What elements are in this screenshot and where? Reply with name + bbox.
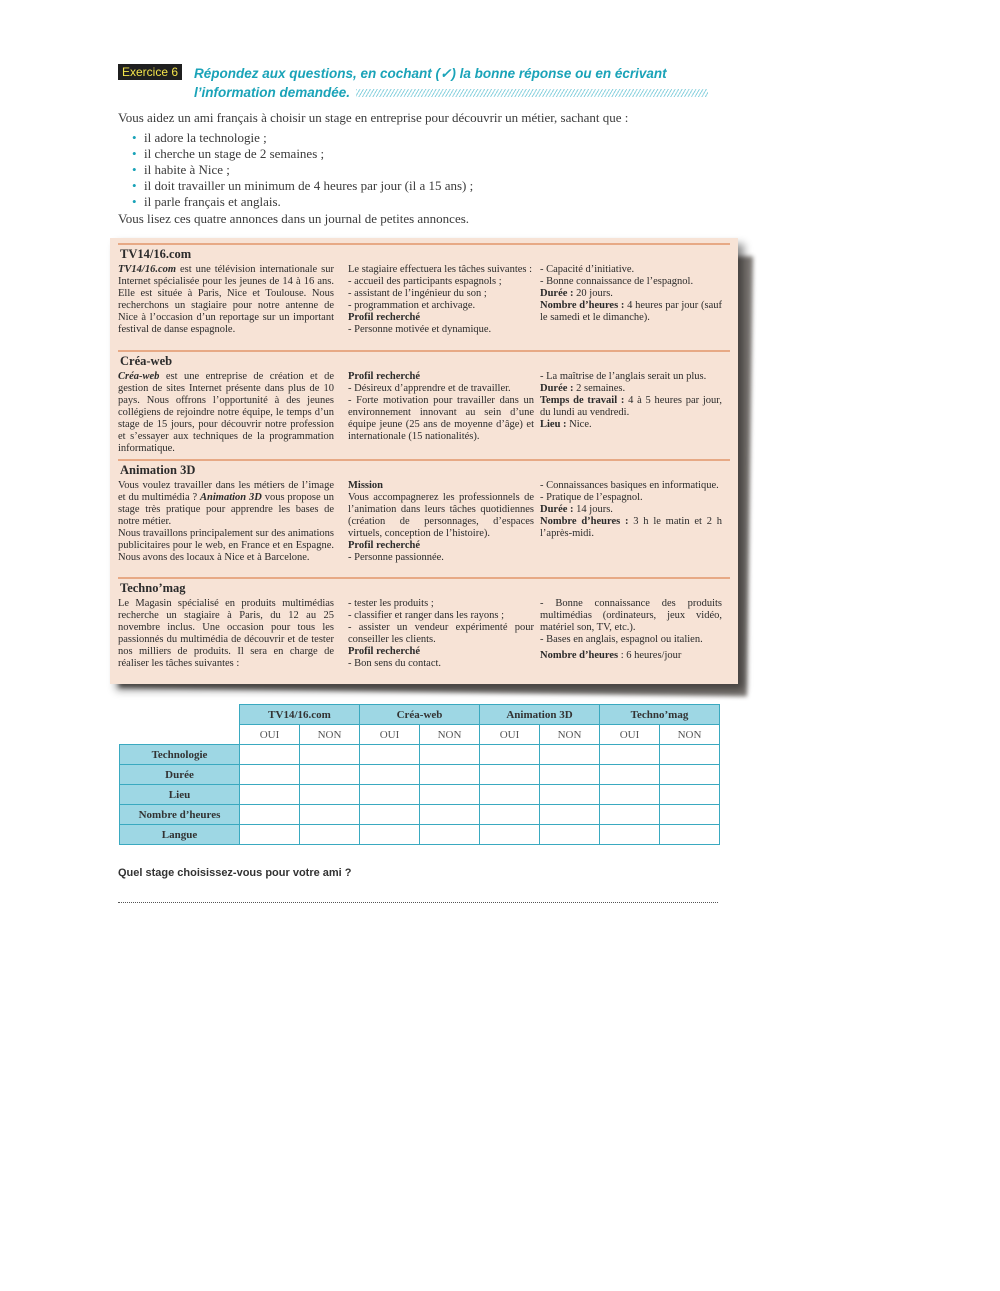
answer-cell[interactable] [540,785,600,805]
profile-item: - Forte motivation pour travailler dans un environnement innovant au sein d’une équipe jeune (25 ans de moyenne d’âge) et internationale (15 nationalités). [348,395,534,442]
time-label: Temps de travail : [540,395,625,406]
hours-label: Nombre d’heures : [540,300,625,311]
task-item: - assister un vendeur expérimenté pour conseiller les clients. [348,622,534,645]
intro-text: Vous aidez un ami français à choisir un stage en entreprise pour découvrir un métier, sachant que : [118,110,629,125]
answer-cell[interactable] [420,825,480,845]
company-name: TV14/16.com [118,264,177,275]
list-item: • il cherche un stage de 2 semaines ; [132,146,732,162]
list-item: • il doit travailler un minimum de 4 heures par jour (il a 15 ans) ; [132,178,732,194]
instruction-line-2: l’information demandée. [194,85,351,100]
answer-cell[interactable] [600,785,660,805]
row-header: Technologie [120,745,240,765]
answer-cell[interactable] [480,825,540,845]
tasks-intro: Le stagiaire effectuera les tâches suivantes : [348,264,533,275]
profile-label: Profil recherché [348,312,421,323]
answer-cell[interactable] [420,785,480,805]
profile-label: Profil recherché [348,646,421,657]
answer-cell[interactable] [480,765,540,785]
duration-value: 20 jours. [573,288,613,299]
answer-cell[interactable] [660,765,720,785]
ad-creaweb [118,350,730,454]
ad-title: Techno’mag [120,581,186,595]
duration-label: Durée : [540,504,574,515]
blank-corner [120,725,240,745]
hours-value: 4 heures par jour (sauf le samedi et le dimanche). [540,300,722,323]
answer-cell[interactable] [300,805,360,825]
ad-col-description [118,371,334,455]
company-name: Animation 3D [200,492,262,503]
answer-cell[interactable] [420,745,480,765]
place-label: Lieu : [540,419,567,430]
description-text: Vous voulez travailler dans les métiers de l’image et du multimédia ? [118,480,334,503]
table-row [120,805,720,825]
time-value: 4 à 5 heures par jour, du lundi au vendredi. [540,395,722,418]
list-item: • il parle français et anglais. [132,194,732,210]
ad-title: TV14/16.com [120,247,192,261]
detail-item: - Bonne connaissance des produits multimédias (ordinateurs, jeux vidéo, matériel son, TV, etc.). [540,598,722,633]
instruction-line-1: Répondez aux questions, en cochant (✓) la bonne réponse ou en écrivant [194,66,667,81]
answer-cell[interactable] [600,825,660,845]
ad-col-tasks [348,264,534,336]
answer-cell[interactable] [240,805,300,825]
outro-text: Vous lisez ces quatre annonces dans un journal de petites annonces. [118,211,470,226]
answer-cell[interactable] [540,805,600,825]
answer-cell[interactable] [300,745,360,765]
ad-col-details [540,371,722,431]
answer-cell[interactable] [300,765,360,785]
answer-cell[interactable] [600,745,660,765]
table-row [120,825,720,845]
ads-panel [110,238,738,684]
profile-text: - Personne passionnée. [348,552,444,563]
answer-cell[interactable] [360,805,420,825]
answer-cell[interactable] [240,825,300,845]
description-text: est une télévision internationale sur Internet spécialisée pour les jeunes de 14 à 16 ans. Elle est située à Paris, Nice et Toulouse. Nous recherchons un stagiaire pour notre antenne de Nice à l’occasion d’un reportage sur un important festival de danse espagnole. [118,264,334,335]
task-item: - programmation et archivage. [348,300,476,311]
mission-text: Vous accompagnerez les professionnels de l’animation dans leurs tâches quotidiennes (création de personnages, d’espaces virtuels, conception de l’histoire). [348,492,534,539]
answer-cell[interactable] [360,745,420,765]
exercise-badge: Exercice 6 [118,64,182,80]
answer-cell[interactable] [360,765,420,785]
duration-label: Durée : [540,288,574,299]
answer-cell[interactable] [480,745,540,765]
detail-item: - Bonne connaissance de l’espagnol. [540,276,694,287]
answer-cell[interactable] [600,765,660,785]
profile-text: - Bon sens du contact. [348,658,442,669]
final-question: Quel stage choisissez-vous pour votre ami ? [118,867,352,879]
ad-title: Animation 3D [120,463,196,477]
hours-label: Nombre d’heures [540,650,619,661]
row-header: Lieu [120,785,240,805]
duration-value: 14 jours. [573,504,613,515]
description-text: vous propose un stage très pratique pour apprendre les bases de notre métier. [118,492,334,527]
non-label: NON [540,725,600,745]
non-label: NON [300,725,360,745]
answer-cell[interactable] [540,825,600,845]
answer-cell[interactable] [360,825,420,845]
answer-cell[interactable] [600,805,660,825]
blank-corner [120,705,240,725]
table-row [120,765,720,785]
duration-label: Durée : [540,383,574,394]
oui-label: OUI [360,725,420,745]
ad-col-details [540,598,722,662]
ad-col-details [540,264,722,324]
ad-divider [118,577,730,579]
list-item: • il adore la technologie ; [132,130,732,146]
ad-title: Créa-web [120,354,173,368]
profile-item: - Désireux d’apprendre et de travailler. [348,383,511,394]
ad-animation3d [118,459,730,571]
profile-label: Profil recherché [348,540,421,551]
row-header: Langue [120,825,240,845]
non-label: NON [660,725,720,745]
answer-cell[interactable] [240,745,300,765]
answer-cell[interactable] [360,785,420,805]
detail-item: - Bases en anglais, espagnol ou italien. [540,634,703,645]
detail-item: - Connaissances basiques en informatique. [540,480,719,491]
table-header-row [120,705,720,725]
answer-cell[interactable] [660,825,720,845]
answer-cell[interactable] [420,765,480,785]
table-header: Animation 3D [480,705,600,725]
row-header: Nombre d’heures [120,805,240,825]
ad-col-description [118,264,334,336]
answer-cell[interactable] [420,805,480,825]
ad-divider [118,350,730,352]
ad-col-mission [348,480,534,564]
conditions-list [132,130,732,210]
answer-cell[interactable] [300,785,360,805]
ad-col-description [118,480,334,564]
ad-col-description [118,598,334,670]
detail-item: - Capacité d’initiative. [540,264,635,275]
task-item: - assistant de l’ingénieur du son ; [348,288,487,299]
answer-cell[interactable] [540,745,600,765]
hatch-decoration [356,89,708,97]
table-header: TV14/16.com [240,705,360,725]
ad-divider [118,459,730,461]
oui-label: OUI [600,725,660,745]
ad-technomag [118,577,730,679]
list-item: • il habite à Nice ; [132,162,732,178]
answer-line[interactable] [118,902,718,903]
oui-label: OUI [240,725,300,745]
table-row [120,745,720,765]
duration-value: 2 semaines. [573,383,626,394]
non-label: NON [420,725,480,745]
profile-text: - Personne motivée et dynamique. [348,324,492,335]
ad-divider [118,243,730,245]
ad-tv14 [118,243,730,347]
detail-item: - Pratique de l’espagnol. [540,492,643,503]
table-header: Créa-web [360,705,480,725]
ad-col-details [540,480,722,540]
description-text: est une entreprise de création et de gestion de sites Internet présente dans plus de 10 pays. Nous offrons l’opportunité à des jeunes collégiens de rejoindre notre équipe, le temps d’un stage de 15 jours, pour découvrir notre profession et s’essayer aux techniques de la programmation informatique. [118,371,334,454]
answer-cell[interactable] [240,765,300,785]
answer-table [119,704,720,845]
answer-cell[interactable] [660,805,720,825]
task-item: - accueil des participants espagnols ; [348,276,502,287]
exercise-instruction [194,64,724,102]
answer-cell[interactable] [300,825,360,845]
hours-value: 3 h le matin et 2 h l’après-midi. [540,516,722,539]
task-item: - classifier et ranger dans les rayons ; [348,610,504,621]
ad-col-profile [348,371,534,443]
table-subheader-row [120,725,720,745]
detail-item: - La maîtrise de l’anglais serait un plus. [540,371,707,382]
answer-cell[interactable] [480,785,540,805]
hours-value: : 6 heures/jour [618,650,682,661]
answer-cell[interactable] [660,785,720,805]
row-header: Durée [120,765,240,785]
answer-cell[interactable] [660,745,720,765]
description-text: Nous travaillons principalement sur des animations publicitaires pour le web, en France et en Espagne. Nous avons des locaux à Nice et à Barcelone. [118,528,334,563]
answer-cell[interactable] [240,785,300,805]
answer-cell[interactable] [480,805,540,825]
place-value: Nice. [566,419,592,430]
answer-cell[interactable] [540,765,600,785]
table-row [120,785,720,805]
hours-label: Nombre d’heures : [540,516,629,527]
oui-label: OUI [480,725,540,745]
description-text: Le Magasin spécialisé en produits multimédias recherche un stagiaire à Paris, du 12 au 25 novembre inclus. Une occasion pour tous les passionnés du multimédia de découvrir et de tester nos milliers de produits. Il sera en charge de réaliser les tâches suivantes : [118,598,334,669]
task-item: - tester les produits ; [348,598,434,609]
company-name: Créa-web [118,371,160,382]
mission-label: Mission [348,480,384,491]
profile-label: Profil recherché [348,371,421,382]
ad-col-tasks [348,598,534,670]
table-header: Techno’mag [600,705,720,725]
